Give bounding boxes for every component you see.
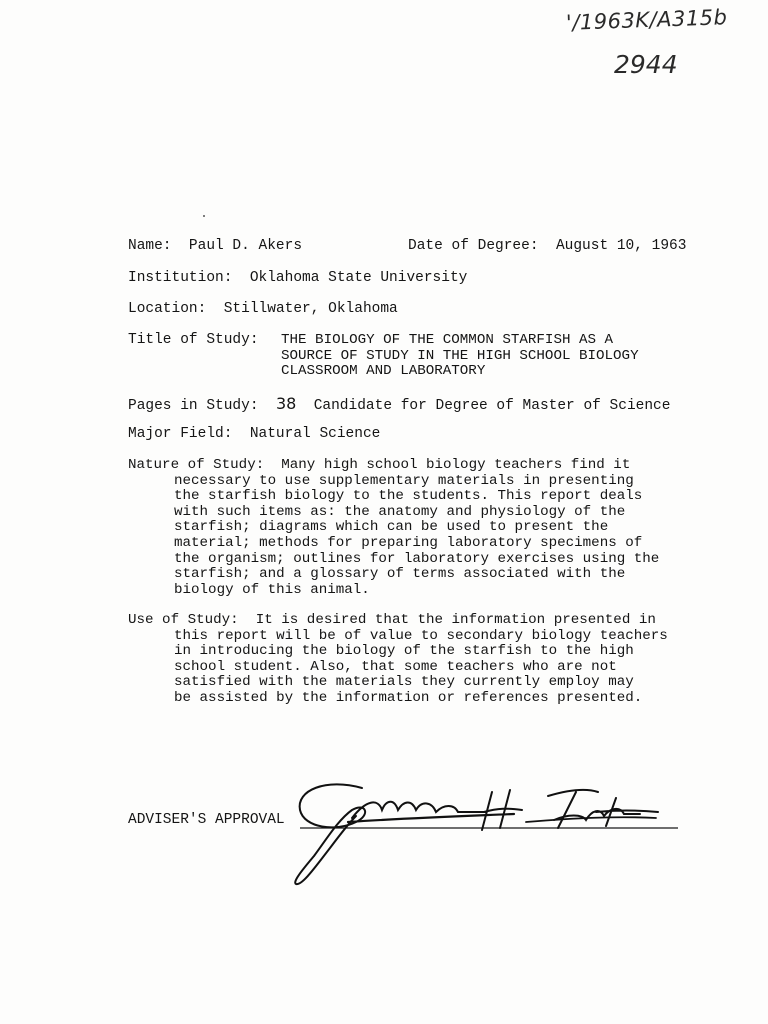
use-line: It is desired that the information presented in [255, 612, 656, 628]
use-of-study [128, 613, 668, 707]
pages-value: 38 [275, 394, 297, 413]
date-value: August 10, 1963 [555, 238, 687, 254]
institution-row [128, 271, 467, 287]
title-line: THE BIOLOGY OF THE COMMON STARFISH AS A [281, 332, 614, 348]
use-line: school student. Also, that some teachers who are not [174, 658, 617, 675]
location-label: Location: [128, 301, 207, 317]
pages-label: Pages in Study: [128, 398, 259, 414]
title-line: SOURCE OF STUDY IN THE HIGH SCHOOL BIOLOGY [281, 347, 639, 364]
call-number-annotation: '/1963K/A315b [565, 5, 728, 35]
use-line: this report will be of value to secondary biology teachers [174, 627, 668, 644]
date-label: Date of Degree: [408, 238, 539, 254]
name-label: Name: [128, 238, 172, 254]
title-line: CLASSROOM AND LABORATORY [281, 363, 486, 380]
nature-line: the organism; outlines for laboratory exercises using the [174, 550, 660, 567]
candidate-text: Candidate for Degree of Master of Science [313, 398, 671, 414]
name-value: Paul D. Akers [188, 238, 303, 254]
date-row [408, 239, 686, 255]
speck-mark [203, 215, 205, 217]
title-of-study [281, 333, 639, 380]
nature-line: necessary to use supplementary materials in presenting [174, 472, 634, 489]
use-line: in introducing the biology of the starfish to the high [174, 643, 634, 660]
major-field-value: Natural Science [249, 426, 381, 442]
signature-image [286, 770, 686, 890]
adviser-approval-label: ADVISER'S APPROVAL [128, 812, 285, 828]
nature-line: Many high school biology teachers find it [281, 457, 631, 473]
major-field-label: Major Field: [128, 426, 233, 442]
nature-line: the starfish biology to the students. This report deals [174, 488, 643, 505]
use-label: Use of Study: [128, 612, 239, 628]
nature-line: starfish; diagrams which can be used to present the [174, 519, 609, 536]
institution-value: Oklahoma State University [249, 270, 468, 286]
title-label: Title of Study: [128, 332, 259, 348]
nature-label: Nature of Study: [128, 457, 265, 473]
nature-of-study [128, 458, 659, 598]
accession-number-annotation: 2944 [614, 50, 678, 79]
use-line: be assisted by the information or references presented. [174, 689, 643, 706]
adviser-signature [286, 770, 686, 890]
institution-label: Institution: [128, 270, 233, 286]
nature-line: biology of this animal. [174, 581, 370, 598]
nature-line: material; methods for preparing laboratory specimens of [174, 534, 643, 551]
major-field-row [128, 427, 380, 443]
location-row [128, 302, 398, 318]
nature-line: with such items as: the anatomy and physiology of the [174, 503, 626, 520]
location-value: Stillwater, Oklahoma [223, 301, 398, 317]
nature-line: starfish; and a glossary of terms associated with the [174, 566, 626, 583]
name-row [128, 239, 302, 255]
use-line: satisfied with the materials they currently employ may [174, 674, 634, 691]
pages-row [128, 396, 670, 415]
